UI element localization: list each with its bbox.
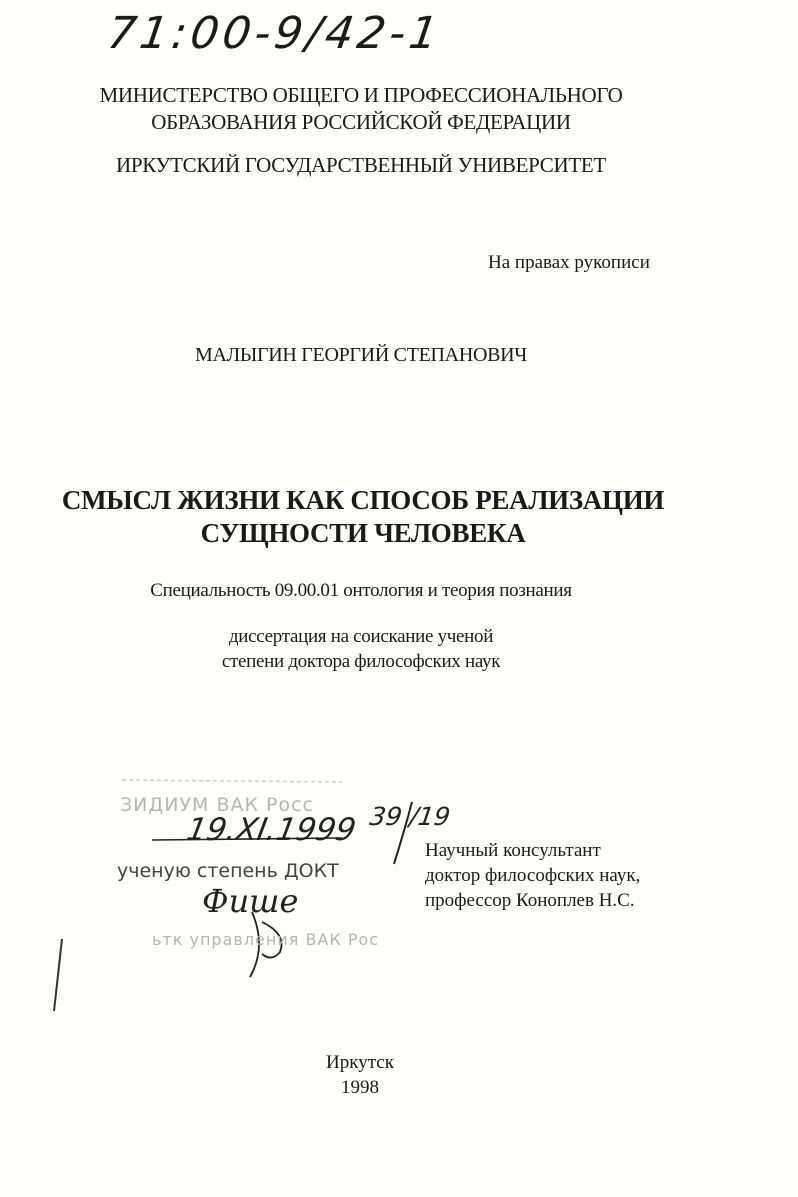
stamp-faded-line-3: ьтк управления ВАК Рос — [152, 930, 380, 949]
degree-statement — [0, 624, 722, 674]
ministry-line-2: ОБРАЗОВАНИЯ РОССИЙСКОЙ ФЕДЕРАЦИИ — [151, 110, 571, 134]
advisor-line-2: доктор философских наук, — [425, 865, 641, 886]
stamp-faded-line-1: ЗИДИУМ ВАК Росс — [120, 794, 314, 816]
stamp-handwritten-number: 39 /19 — [367, 802, 453, 831]
city-year — [300, 1050, 420, 1100]
ministry-heading — [0, 82, 722, 136]
author-name: МАЛЫГИН ГЕОРГИЙ СТЕПАНОВИЧ — [194, 344, 527, 366]
university-name: ИРКУТСКИЙ ГОСУДАРСТВЕННЫЙ УНИВЕРСИТЕТ — [116, 153, 606, 177]
title-line-1: СМЫСЛ ЖИЗНИ КАК СПОСОБ РЕАЛИЗАЦИИ — [61, 485, 665, 515]
year: 1998 — [341, 1077, 379, 1098]
stamp-handwritten-date: 19.XI.1999 — [183, 812, 359, 848]
degree-line-1: диссертация на соискание ученой — [228, 626, 494, 647]
advisor-line-1: Научный консультант — [425, 840, 601, 861]
archive-code-handwritten: 71:00-9/42-1 — [104, 8, 445, 59]
vak-stamp — [112, 772, 453, 992]
city: Иркутск — [326, 1052, 394, 1073]
ministry-line-1: МИНИСТЕРСТВО ОБЩЕГО И ПРОФЕССИОНАЛЬНОГО — [99, 83, 623, 107]
margin-pencil-mark — [40, 935, 80, 1015]
dissertation-title — [0, 484, 726, 550]
title-line-2: СУЩНОСТИ ЧЕЛОВЕКА — [200, 518, 526, 548]
stamp-signature: Фише — [202, 882, 299, 920]
scientific-advisor — [425, 838, 640, 913]
stamp-faded-line-2: ученую степень ДОКТ — [117, 860, 339, 882]
specialty: Специальность 09.00.01 онтология и теория познания — [150, 580, 572, 601]
advisor-line-3: профессор Коноплев Н.С. — [425, 890, 635, 911]
degree-line-2: степени доктора философских наук — [221, 651, 501, 672]
rights-note: На правах рукописи — [488, 252, 650, 273]
